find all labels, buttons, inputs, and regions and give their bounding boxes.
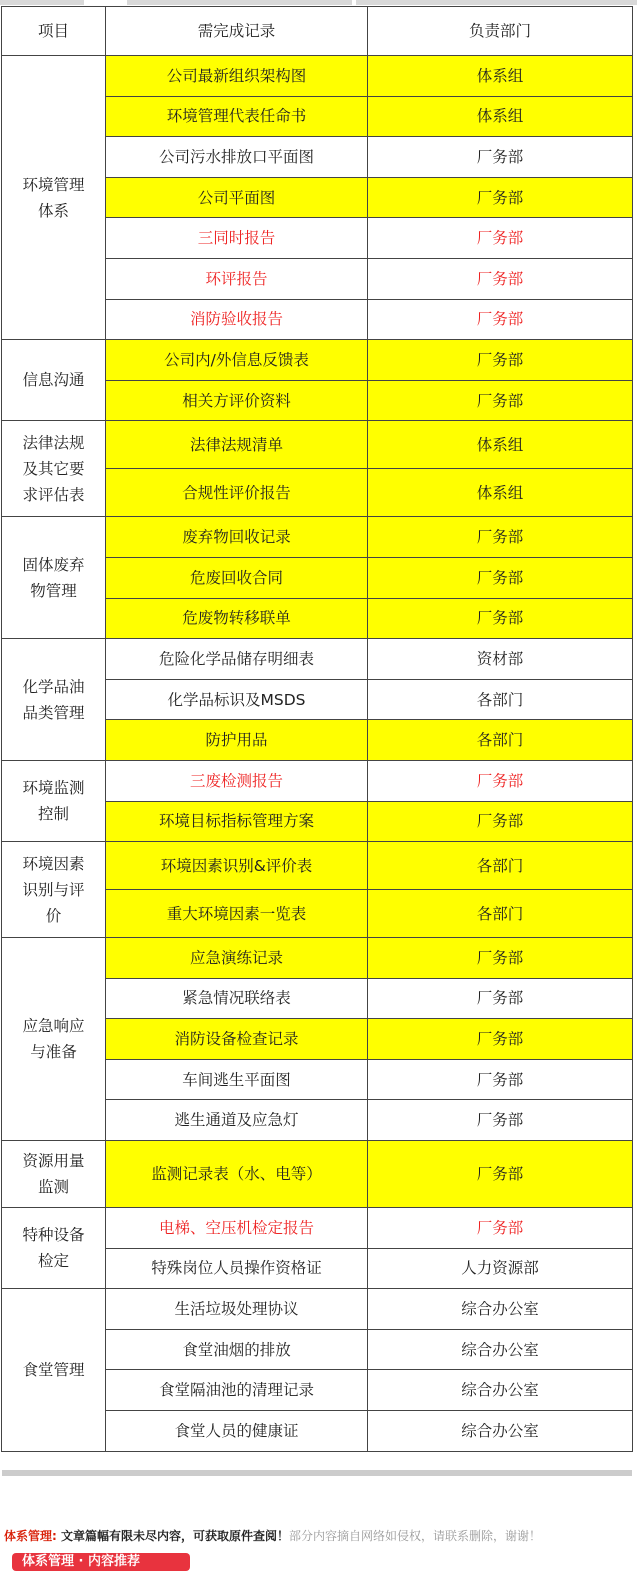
header-record: 需完成记录 — [106, 7, 368, 56]
department-cell: 厂务部 — [368, 1208, 633, 1249]
project-label-line: 检定 — [37, 1252, 69, 1271]
table-body — [2, 56, 633, 1452]
department-cell: 厂务部 — [368, 1100, 633, 1141]
project-cell — [2, 639, 106, 761]
table-row — [2, 340, 633, 381]
record-cell: 三废检测报告 — [106, 760, 368, 801]
project-label-line: 环境监测 — [22, 779, 85, 797]
department-cell: 体系组 — [368, 56, 633, 97]
department-cell: 厂务部 — [368, 177, 633, 218]
department-cell: 厂务部 — [368, 938, 633, 979]
department-cell: 厂务部 — [368, 340, 633, 381]
table-row — [2, 842, 633, 890]
record-cell: 消防设备检查记录 — [106, 1019, 368, 1060]
department-cell: 资材部 — [368, 639, 633, 680]
department-cell: 厂务部 — [368, 137, 633, 178]
department-cell: 人力资源部 — [368, 1248, 633, 1289]
record-cell: 废弃物回收记录 — [106, 517, 368, 558]
record-cell: 危废物转移联单 — [106, 598, 368, 639]
department-cell: 厂务部 — [368, 760, 633, 801]
department-cell: 综合办公室 — [368, 1329, 633, 1370]
project-label-line: 法律法规 — [22, 433, 85, 452]
project-label-line: 资源用量 — [22, 1152, 85, 1171]
record-cell: 食堂隔油池的清理记录 — [106, 1370, 368, 1411]
department-cell: 综合办公室 — [368, 1411, 633, 1452]
project-label-line: 信息沟通 — [22, 371, 85, 390]
record-cell: 三同时报告 — [106, 218, 368, 259]
department-cell: 各部门 — [368, 679, 633, 720]
record-cell: 公司最新组织架构图 — [106, 56, 368, 97]
project-label-line: 体系 — [37, 201, 69, 220]
project-label-line: 应急响应 — [22, 1017, 85, 1036]
record-cell: 紧急情况联络表 — [106, 978, 368, 1019]
project-label-line: 价 — [45, 906, 62, 925]
project-label-line: 控制 — [37, 805, 69, 823]
record-cell: 危废回收合同 — [106, 557, 368, 598]
project-label-line: 化学品油 — [22, 677, 85, 696]
department-cell: 厂务部 — [368, 557, 633, 598]
department-cell: 厂务部 — [368, 299, 633, 340]
department-cell: 体系组 — [368, 421, 633, 469]
table-row — [2, 639, 633, 680]
project-cell — [2, 340, 106, 421]
table-row — [2, 1141, 633, 1208]
header-department: 负责部门 — [368, 7, 633, 56]
table-row — [2, 56, 633, 97]
record-cell: 逃生通道及应急灯 — [106, 1100, 368, 1141]
record-cell: 防护用品 — [106, 720, 368, 761]
record-cell: 法律法规清单 — [106, 421, 368, 469]
project-label-line: 环境因素 — [22, 854, 85, 873]
records-table — [1, 6, 633, 1452]
record-cell: 食堂油烟的排放 — [106, 1329, 368, 1370]
project-cell — [2, 56, 106, 340]
record-cell: 监测记录表（水、电等） — [106, 1141, 368, 1208]
project-label-line: 固体废弃 — [22, 555, 85, 574]
record-cell: 电梯、空压机检定报告 — [106, 1208, 368, 1249]
project-cell — [2, 421, 106, 517]
department-cell: 厂务部 — [368, 1141, 633, 1208]
footer-main-text: 文章篇幅有限未尽内容，可获取原件查阅！ — [56, 1529, 289, 1543]
project-label-line: 与准备 — [30, 1043, 77, 1062]
department-cell: 各部门 — [368, 890, 633, 938]
footer-note: 部分内容摘自网络如侵权，请联系删除，谢谢！ — [289, 1529, 542, 1543]
project-cell — [2, 760, 106, 841]
department-cell: 厂务部 — [368, 258, 633, 299]
section-divider — [2, 1470, 632, 1476]
record-cell: 食堂人员的健康证 — [106, 1411, 368, 1452]
project-label-line: 及其它要 — [22, 459, 85, 478]
department-cell: 厂务部 — [368, 517, 633, 558]
project-label-line: 监测 — [37, 1178, 69, 1197]
record-cell: 环评报告 — [106, 258, 368, 299]
project-label-line: 识别与评 — [22, 880, 85, 899]
project-cell — [2, 938, 106, 1141]
footer-label: 体系管理: — [4, 1529, 57, 1543]
department-cell: 厂务部 — [368, 1019, 633, 1060]
record-cell: 环境因素识别&评价表 — [106, 842, 368, 890]
record-cell: 车间逃生平面图 — [106, 1059, 368, 1100]
record-cell: 应急演练记录 — [106, 938, 368, 979]
record-cell: 环境管理代表任命书 — [106, 96, 368, 137]
record-cell: 消防验收报告 — [106, 299, 368, 340]
record-cell: 公司平面图 — [106, 177, 368, 218]
table-row — [2, 1289, 633, 1330]
department-cell: 体系组 — [368, 469, 633, 517]
table-row — [2, 421, 633, 469]
table-row — [2, 1208, 633, 1249]
top-strip-segment — [127, 0, 352, 5]
department-cell: 厂务部 — [368, 978, 633, 1019]
department-cell: 体系组 — [368, 96, 633, 137]
project-label-line: 物管理 — [30, 581, 77, 600]
record-cell: 化学品标识及MSDS — [106, 679, 368, 720]
project-cell — [2, 842, 106, 938]
record-cell: 危险化学品储存明细表 — [106, 639, 368, 680]
record-cell: 特殊岗位人员操作资格证 — [106, 1248, 368, 1289]
department-cell: 厂务部 — [368, 801, 633, 842]
project-label-line: 特种设备 — [22, 1226, 85, 1245]
table-row — [2, 760, 633, 801]
table-row — [2, 938, 633, 979]
department-cell: 厂务部 — [368, 1059, 633, 1100]
record-cell: 公司内/外信息反馈表 — [106, 340, 368, 381]
top-strip-segment — [0, 0, 84, 5]
project-label-line: 食堂管理 — [22, 1360, 85, 1379]
department-cell: 厂务部 — [368, 380, 633, 421]
top-strip-segment — [356, 0, 637, 5]
project-cell — [2, 1289, 106, 1451]
table-header-row — [2, 7, 633, 56]
record-cell: 环境目标指标管理方案 — [106, 801, 368, 842]
department-cell: 各部门 — [368, 842, 633, 890]
department-cell: 综合办公室 — [368, 1370, 633, 1411]
recommend-button[interactable]: 体系管理 · 内容推荐 — [12, 1553, 190, 1571]
record-cell: 生活垃圾处理协议 — [106, 1289, 368, 1330]
project-cell — [2, 517, 106, 639]
record-cell: 重大环境因素一览表 — [106, 890, 368, 938]
record-cell: 公司污水排放口平面图 — [106, 137, 368, 178]
department-cell: 厂务部 — [368, 218, 633, 259]
project-cell — [2, 1141, 106, 1208]
department-cell: 综合办公室 — [368, 1289, 633, 1330]
project-label-line: 求评估表 — [22, 485, 85, 504]
record-cell: 相关方评价资料 — [106, 380, 368, 421]
table-row — [2, 517, 633, 558]
project-label-line: 品类管理 — [22, 703, 85, 722]
project-cell — [2, 1208, 106, 1289]
project-label-line: 环境管理 — [22, 175, 85, 194]
department-cell: 厂务部 — [368, 598, 633, 639]
department-cell: 各部门 — [368, 720, 633, 761]
footer-notice — [4, 1527, 634, 1544]
record-cell: 合规性评价报告 — [106, 469, 368, 517]
header-project: 项目 — [2, 7, 106, 56]
